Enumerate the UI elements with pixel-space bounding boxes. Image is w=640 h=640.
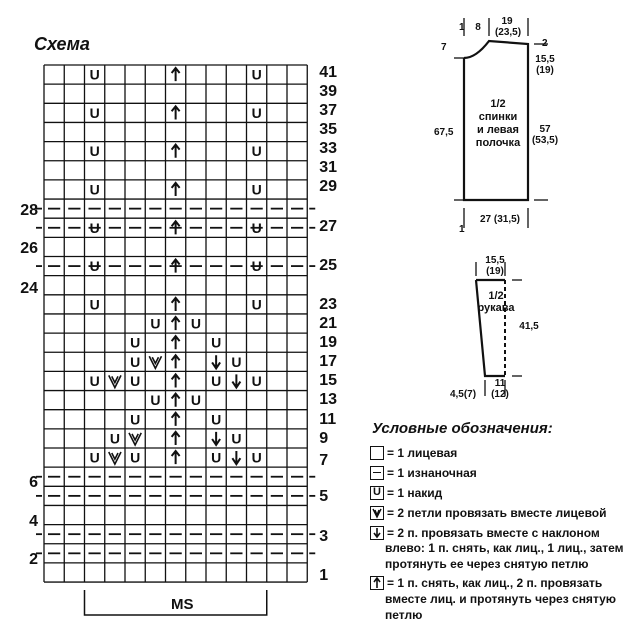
row-label-right: 23 [319,296,338,313]
yarn-over-icon: U [370,486,384,500]
sleeve-right-height: 41,5 [519,321,539,332]
yarn-over-mark: U [130,334,141,351]
yarn-over-mark: U [109,430,120,447]
ssk-mark [212,355,220,368]
legend-item-sk2p: = 1 п. снять, как лиц., 2 п. провязать [370,572,632,593]
sk2p-mark [172,432,180,445]
sk2p-mark [172,374,180,387]
row-label-right: 5 [319,488,329,505]
yarn-over-mark: U [89,104,100,121]
ssk-mark [212,432,220,445]
yarn-over-mark: U [89,66,100,83]
back-top-narrow: 1 [459,22,465,33]
back-inner-2: спинки [478,111,518,123]
k2tog-mark [109,375,121,387]
legend-title: Условные обозначения: [372,420,553,437]
sleeve-inner-2: рукава [477,302,515,314]
row-label-right: 1 [319,567,329,584]
yarn-over-mark: U [251,219,262,236]
yarn-over-mark: U [251,372,262,389]
row-label-right: 27 [319,218,338,235]
yarn-over-mark: U [251,258,262,275]
yarn-over-mark: U [150,315,161,332]
sleeve-bottom-left: 4,5(7) [449,389,477,400]
legend-item-ssk: = 2 п. провязать вместе с наклоном [370,522,632,543]
row-label-right: 25 [319,257,338,274]
row-label-left: 26 [20,240,38,257]
yarn-over-mark: U [211,411,222,428]
yarn-over-mark: U [211,372,222,389]
k2tog-mark [129,433,141,445]
k2tog-symbol-icon [370,506,384,520]
row-label-right: 29 [319,178,338,195]
sleeve-bottom-width: 11 [494,378,506,389]
yarn-over-mark: U [89,181,100,198]
row-label-right: 33 [319,140,338,157]
legend-item-yarnover: U = 1 накид [370,482,632,503]
yarn-over-mark: U [231,353,242,370]
yarn-over-mark: U [89,296,100,313]
ms-label: MS [168,596,197,613]
back-bottom-width: 27 (31,5) [479,214,521,225]
back-left-top: 7 [441,42,447,53]
yarn-over-mark: U [190,315,201,332]
sk2p-mark [172,145,180,158]
yarn-over-mark: U [251,296,262,313]
row-label-right: 31 [319,159,338,176]
yarn-over-mark: U [251,449,262,466]
row-label-left: 4 [29,513,38,530]
sleeve-top-width: 15,5 [485,255,505,266]
sk2p-mark [172,183,180,196]
k2tog-mark [109,452,121,464]
row-label-right: 19 [319,334,338,351]
knit-symbol-icon [370,446,384,460]
yarn-over-mark: U [89,372,100,389]
k2tog-mark [149,356,161,368]
yarn-over-mark: U [211,334,222,351]
legend-item-ssk-continuation-2: протянуть ее через снятую петлю [385,557,589,571]
row-label-right: 9 [319,430,329,447]
yarn-over-mark: U [130,411,141,428]
legend-item-sk2p-continuation-2: петлю [385,608,423,622]
sk2p-mark [172,317,180,330]
sleeve-inner-1: 1/2 [488,290,504,302]
back-inner-3: и левая [477,124,519,136]
yarn-over-mark: U [89,258,100,275]
ssk-mark [232,451,240,464]
sk2p-mark [172,298,180,311]
yarn-over-mark: U [130,353,141,370]
yarn-over-mark: U [150,392,161,409]
row-label-right: 41 [319,64,338,81]
yarn-over-mark: U [190,392,201,409]
sk2p-mark [172,355,180,368]
back-right-shoulder-alt: (19) [536,65,554,76]
row-label-left: 6 [29,474,38,491]
yarn-over-mark: U [251,143,262,160]
yarn-over-mark: U [130,372,141,389]
sk2p-mark [172,106,180,119]
sleeve-top-width-alt: (19) [486,266,504,277]
yarn-over-mark: U [251,66,262,83]
back-left-height: 67,5 [434,127,454,138]
back-right-top: 2 [542,38,548,49]
row-label-right: 3 [319,528,329,545]
yarn-over-mark: U [231,430,242,447]
legend-item-purl: = 1 изнаночная [370,462,632,483]
row-label-right: 37 [319,102,338,119]
ssk-mark [232,374,240,387]
legend-item-sk2p-continuation-1: вместе лиц. и протянуть через снятую [385,592,617,606]
row-label-right: 11 [319,411,337,428]
back-inner-1: 1/2 [490,98,506,110]
sk2p-symbol-icon [370,576,384,590]
chart-title: Схема [34,34,90,54]
yarn-over-mark: U [130,449,141,466]
row-label-right: 21 [319,315,338,332]
back-top-width: 19 [501,16,513,27]
row-label-right: 17 [319,353,338,370]
yarn-over-mark: U [251,104,262,121]
ssk-symbol-icon [370,526,384,540]
sk2p-mark [172,413,180,426]
back-right-height-alt: (53,5) [531,135,559,146]
back-inner-4: полочка [475,137,521,149]
yarn-over-mark: U [89,219,100,236]
back-right-shoulder: 15,5 [535,54,555,65]
row-label-right: 7 [319,452,329,469]
sk2p-mark [172,394,180,407]
back-bottom-narrow: 1 [459,224,465,235]
row-label-left: 24 [20,280,38,297]
row-label-right: 13 [319,391,338,408]
yarn-over-mark: U [211,449,222,466]
legend-item-ssk-continuation-1: влево: 1 п. снять, как лиц., 1 лиц., затем [385,541,624,555]
sleeve-bottom-width-alt: (12) [491,389,509,400]
back-right-height: 57 [539,124,551,135]
back-top-width-alt: (23,5) [494,27,522,38]
yarn-over-mark: U [89,143,100,160]
row-label-left: 28 [20,202,38,219]
sk2p-mark [172,68,180,81]
sk2p-mark [172,336,180,349]
legend-item-k2tog: = 2 петли провязать вместе лицевой [370,502,632,523]
row-label-right: 39 [319,83,338,100]
sk2p-mark [172,451,180,464]
back-top-neck: 8 [475,22,481,33]
row-label-left: 2 [29,551,38,568]
row-label-right: 15 [319,372,338,389]
yarn-over-mark: U [89,449,100,466]
purl-symbol-icon [370,466,384,480]
row-label-right: 35 [319,121,338,138]
yarn-over-mark: U [251,181,262,198]
legend-item-knit: = 1 лицевая [370,442,632,463]
